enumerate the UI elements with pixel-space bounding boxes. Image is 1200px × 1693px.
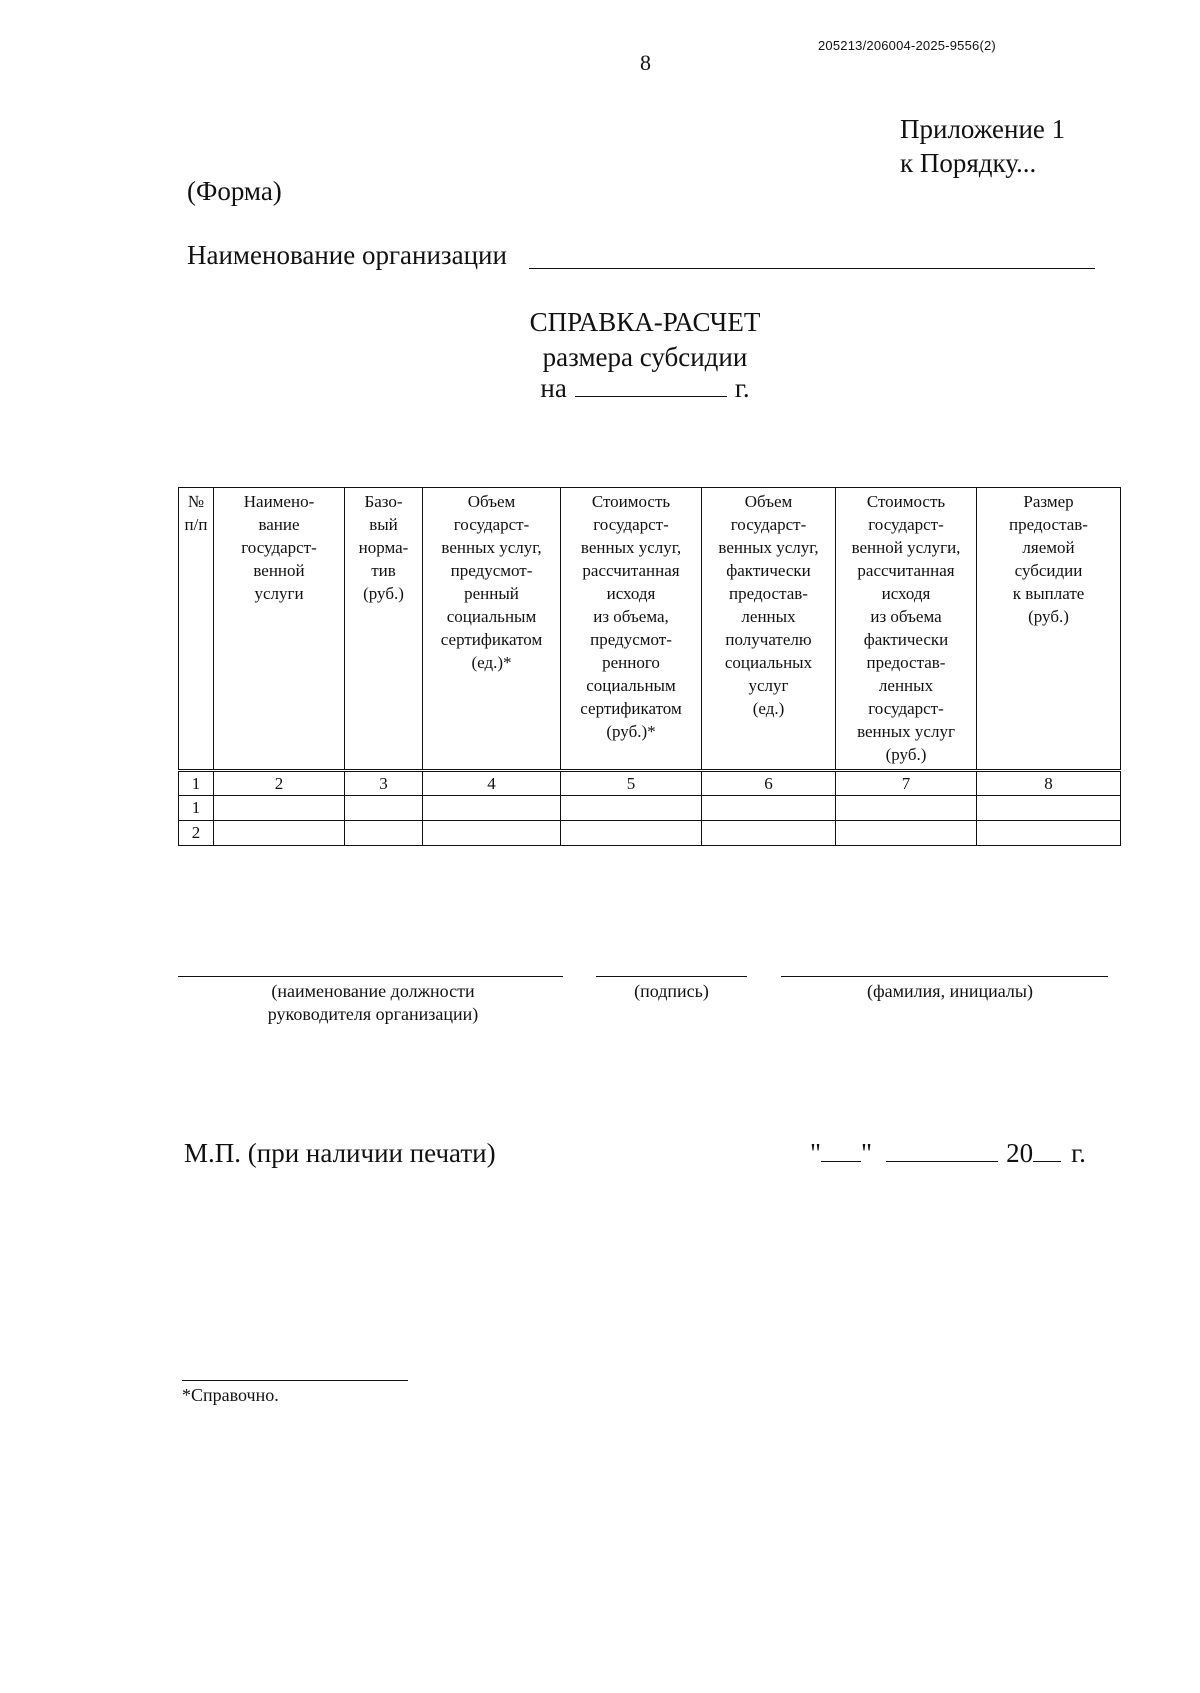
seal-placeholder: М.П. (при наличии печати) <box>184 1138 496 1168</box>
row-number: 2 <box>179 821 214 846</box>
column-number-row <box>179 771 1121 796</box>
year-prefix: 20 <box>1006 1138 1034 1168</box>
header-cell: Размер предостав- ляемой субсидии к выплате (руб.) <box>977 488 1121 771</box>
column-number: 5 <box>561 771 702 796</box>
year-blank <box>1033 1141 1061 1162</box>
form-label: (Форма) <box>187 176 282 206</box>
column-number: 6 <box>702 771 836 796</box>
period-blank <box>575 374 727 397</box>
appendix-reference <box>900 112 1065 180</box>
document-id: 205213/206004-2025-9556(2) <box>818 38 996 53</box>
header-cell: Стоимость государст- венных услуг, рассчитанная исходя из объема, предусмот- ренного социальным сертификатом (руб.)* <box>561 488 702 771</box>
table-cell <box>977 796 1121 821</box>
column-number: 4 <box>423 771 561 796</box>
column-number: 1 <box>179 771 214 796</box>
table-cell <box>214 821 345 846</box>
position-caption: (наименование должности руководителя организации) <box>267 981 479 1024</box>
signature-caption: (подпись) <box>634 981 709 1001</box>
table-cell <box>561 821 702 846</box>
column-number: 8 <box>977 771 1121 796</box>
table-cell <box>702 796 836 821</box>
document-subtitle: размера субсидии <box>542 342 748 372</box>
table-row <box>179 796 1121 821</box>
table-cell <box>836 821 977 846</box>
date-quote-close: " <box>861 1138 873 1168</box>
row-number: 1 <box>179 796 214 821</box>
column-number: 3 <box>345 771 423 796</box>
table-cell <box>345 821 423 846</box>
header-cell: Объем государст- венных услуг, фактически предостав- ленных получателю социальных услуг (ед.) <box>702 488 836 771</box>
header-cell: № п/п <box>179 488 214 771</box>
table-header-row <box>179 488 1121 771</box>
document-title: СПРАВКА-РАСЧЕТ <box>529 307 761 337</box>
header-cell: Стоимость государст- венной услуги, рассчитанная исходя из объема фактически предостав- ленных государст- венных услуг (руб.) <box>836 488 977 771</box>
name-caption: (фамилия, инициалы) <box>867 981 1033 1001</box>
table-cell <box>561 796 702 821</box>
organization-name-blank <box>529 268 1095 269</box>
table-cell <box>423 821 561 846</box>
table-cell <box>702 821 836 846</box>
header-cell: Наимено- вание государст- венной услуги <box>214 488 345 771</box>
table-cell <box>214 796 345 821</box>
page-number: 8 <box>640 50 651 75</box>
period-prefix: на <box>540 373 567 403</box>
appendix-line-1: Приложение 1 <box>900 114 1066 144</box>
column-number: 7 <box>836 771 977 796</box>
position-signature-line <box>178 976 563 977</box>
table-cell <box>977 821 1121 846</box>
table-cell <box>423 796 561 821</box>
period-suffix: г. <box>734 373 750 403</box>
table-cell <box>345 796 423 821</box>
date-quote-open: " <box>810 1138 822 1168</box>
year-suffix: г. <box>1071 1138 1086 1168</box>
footnote: *Справочно. <box>182 1385 279 1405</box>
month-blank <box>886 1141 998 1162</box>
name-signature-line <box>781 976 1108 977</box>
column-number: 2 <box>214 771 345 796</box>
appendix-line-2: к Порядку... <box>900 148 1037 178</box>
table-cell <box>836 796 977 821</box>
table-row <box>179 821 1121 846</box>
organization-name-label: Наименование организации <box>187 240 507 270</box>
date-field <box>810 1138 1086 1169</box>
subsidy-calculation-table <box>178 487 1121 846</box>
header-cell: Объем государст- венных услуг, предусмот- ренный социальным сертификатом (ед.)* <box>423 488 561 771</box>
period-line <box>450 372 840 404</box>
day-blank <box>821 1141 861 1162</box>
signature-line <box>596 976 747 977</box>
header-cell: Базо- вый норма- тив (руб.) <box>345 488 423 771</box>
footnote-separator <box>182 1380 408 1381</box>
